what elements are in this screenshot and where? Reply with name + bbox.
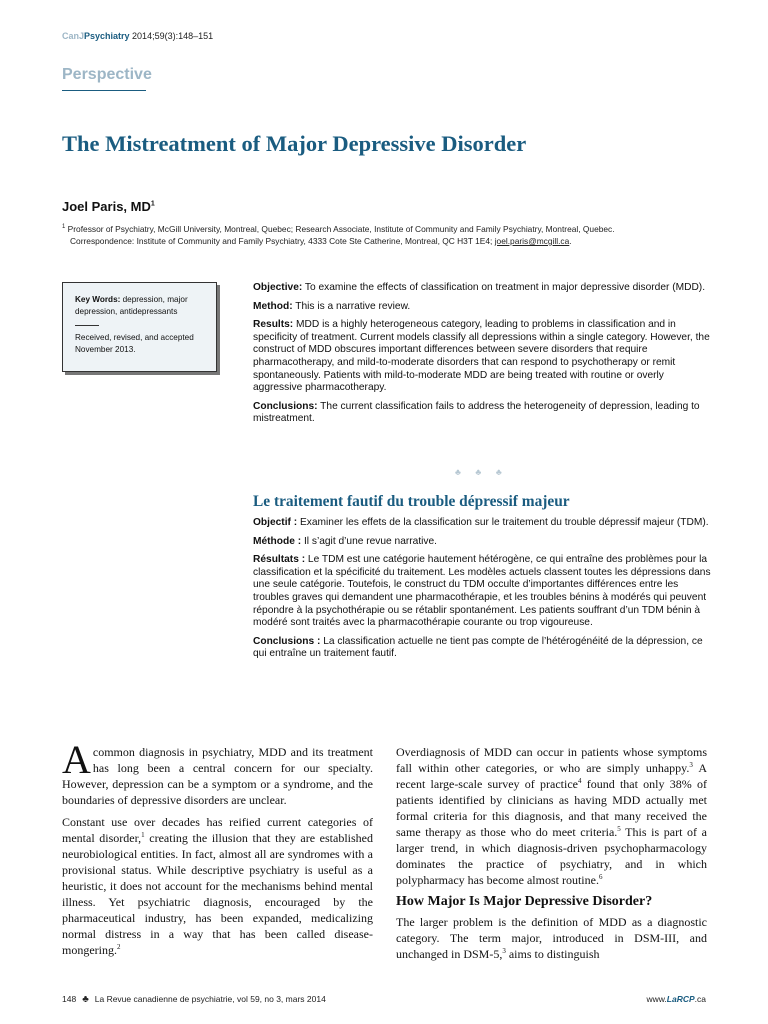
section-label: Perspective [62, 66, 152, 83]
affiliation-mark: 1 [62, 224, 66, 230]
fr-method-label: Méthode : [253, 535, 302, 547]
paragraph-text: creating the illusion that they are established neurobiological entities. In fact, almost all are syndromes with a provisional status. While descriptive psychiatry is useful as a heuristic, it does not account for the mechanisms behind mental illness. Yet psychiatric diagnosis, encouraged by the pharmaceutical industry, has been expanded, medicalizing normal distress in a way that has been called disease-mongering. [62, 831, 374, 957]
fr-results-label: Résultats : [253, 554, 306, 566]
method-label: Method: [253, 300, 293, 312]
abstract-french [253, 517, 713, 667]
body-paragraph [62, 814, 373, 958]
fr-conclusions-label: Conclusions : [253, 635, 321, 647]
paragraph-text: A recent large-scale survey of practice [396, 761, 707, 791]
author-email-link[interactable]: joel.paris@mcgill.ca [494, 235, 570, 246]
abstract-method [253, 301, 713, 314]
journal-citation [62, 31, 213, 41]
abstract-conclusions [253, 401, 713, 426]
body-paragraph [396, 744, 707, 888]
objective-text: To examine the effects of classification on treatment in major depressive disorder (MDD). [302, 282, 706, 293]
fr-conclusions-text: La classification actuelle ne tient pas compte de l’hétérogénéité de la dépression, ce qui entraîne un traitement fautif. [253, 635, 703, 660]
footer-url-link[interactable] [646, 994, 706, 1004]
abstract-fr-conclusions [253, 636, 713, 661]
fr-results-text: Le TDM est une catégorie hautement hétérogène, ce qui entraîne des problèmes pour la classification et la spécificité du traitement. Les modèles actuels classent toutes les dépressions dans une seule catégorie. Toutefois, le construct du TDM occulte d’importantes différences entre les troubles graves qui demandent une pharmacothérapie, et les troubles bénins à modérés qui peuvent répondre à la psychothérapie ou se rétablir spontanément. Les patients souffrant d’un TDM bénin à modéré sont traités avec la pharmacothérapie courante ou trop vigoureuse. [253, 554, 711, 629]
keywords-box [62, 282, 217, 372]
method-text: This is a narrative review. [292, 300, 411, 312]
page-number: 148 [62, 994, 77, 1004]
maple-leaf-icon: ♣ [82, 994, 89, 1005]
body-paragraph [396, 914, 707, 962]
reference-mark[interactable]: 6 [598, 873, 603, 881]
paragraph-text: found that only 38% of patients identified by clinicians as having MDD actually met formal criteria for this diagnosis, and that many received the same therapy as those who do meet criteria. [396, 777, 707, 839]
results-text: MDD is a highly heterogeneous category, leading to problems in classification and in specificity of treatment. Current models classify all depressions within a single category. However, the construct of MDD obscures important differences between severe disorders that require pharmacotherapy, and mild-to-moderate disorders that can respond to psychotherapy or remit spontaneously. Patients with mild-to-moderate MDD are being treated with routine or overly aggressive pharmacotherapy. [253, 319, 710, 394]
abstract-english [253, 282, 713, 432]
conclusions-label: Conclusions: [253, 400, 318, 412]
abstract-fr-objective [253, 517, 713, 530]
author-footnote-mark: 1 [150, 200, 155, 208]
abstract-results [253, 319, 713, 395]
footer-journal: La Revue canadienne de psychiatrie, vol 59, no 3, mars 2014 [94, 994, 326, 1004]
article-title: The Mistreatment of Major Depressive Disorder [62, 131, 527, 156]
abstract-fr-method [253, 536, 713, 549]
url-prefix: www. [646, 994, 667, 1004]
affiliation-block [62, 221, 722, 247]
abstract-objective [253, 282, 713, 295]
citation-text: 2014;59(3):148–151 [129, 31, 214, 41]
journal-name: Psychiatry [84, 31, 130, 41]
fr-objective-label: Objectif : [253, 517, 298, 528]
body-column-right [396, 744, 707, 968]
affiliation-line-1: Professor of Psychiatry, McGill University, Montreal, Quebec; Research Associate, Institute of Community and Family Psychiatry, Montreal, Quebec. [65, 223, 615, 234]
french-abstract-title: Le traitement fautif du trouble dépressif majeur [253, 493, 570, 510]
abstract-fr-results [253, 554, 713, 630]
reference-mark[interactable]: 5 [617, 825, 621, 833]
paragraph-text: Overdiagnosis of MDD can occur in patients whose symptoms fall within other categories, or who are simply unhappy. [396, 745, 707, 775]
page-footer [62, 994, 326, 1005]
reference-mark[interactable]: 3 [689, 761, 693, 769]
paragraph-text: common diagnosis in psychiatry, MDD and its treatment has long been a central concern for our specialty. However, depression can be a symptom or a syndrome, and the boundaries of depressive disorders are unclear. [62, 745, 373, 807]
keywords-text: depression, major depression, antidepressants [75, 295, 188, 316]
correspondence-line [62, 235, 722, 247]
reference-mark[interactable]: 3 [502, 947, 506, 955]
reference-mark[interactable]: 4 [577, 777, 582, 785]
journal-prefix: CanJ [62, 31, 85, 41]
section-subheading: How Major Is Major Depressive Disorder? [396, 894, 653, 909]
url-suffix: .ca [694, 994, 706, 1004]
drop-cap: A [62, 737, 91, 782]
results-label: Results: [253, 319, 294, 331]
author-text: Joel Paris, MD [62, 199, 151, 214]
url-brand: LaRCP [666, 994, 695, 1004]
body-column-left [62, 737, 374, 964]
paragraph-text: The larger problem is the definition of MDD as a diagnostic category. The term major, introduced in DSM-III, and unchanged in DSM-5, [396, 915, 707, 961]
reference-mark[interactable]: 2 [117, 943, 121, 951]
body-paragraph [62, 737, 373, 808]
keybox-divider [75, 325, 99, 326]
fr-method-text: Il s’agit d’une revue narrative. [301, 535, 438, 547]
paragraph-text: aims to distinguish [505, 947, 600, 961]
received-text: Received, revised, and accepted November 2013. [75, 333, 194, 354]
conclusions-text: The current classification fails to address the heterogeneity of depression, leading to mistreatment. [253, 400, 700, 425]
correspondence-text: Correspondence: Institute of Community and Family Psychiatry, 4333 Cote Ste Catherine, Montreal, QC H3T 1E4; [70, 235, 495, 246]
section-divider [62, 90, 146, 91]
correspondence-end: . [569, 235, 572, 246]
author-name [62, 199, 155, 214]
paragraph-text: This is part of a larger trend, in which diagnosis-driven psychopharmacology dominates the practice of psychiatry, and in which polypharmacy has become almost routine. [396, 825, 707, 887]
keywords-label: Key Words: [75, 295, 121, 304]
keywords-entry [75, 294, 204, 317]
leaf-ornament-icon: ♣ ♣ ♣ [455, 467, 508, 477]
paragraph-text: Constant use over decades has reified current categories of mental disorder, [62, 815, 373, 845]
fr-objective-text: Examiner les effets de la classification sur le traitement du trouble dépressif majeur (TDM). [297, 517, 709, 528]
reference-mark[interactable]: 1 [141, 831, 145, 839]
objective-label: Objective: [253, 282, 303, 293]
